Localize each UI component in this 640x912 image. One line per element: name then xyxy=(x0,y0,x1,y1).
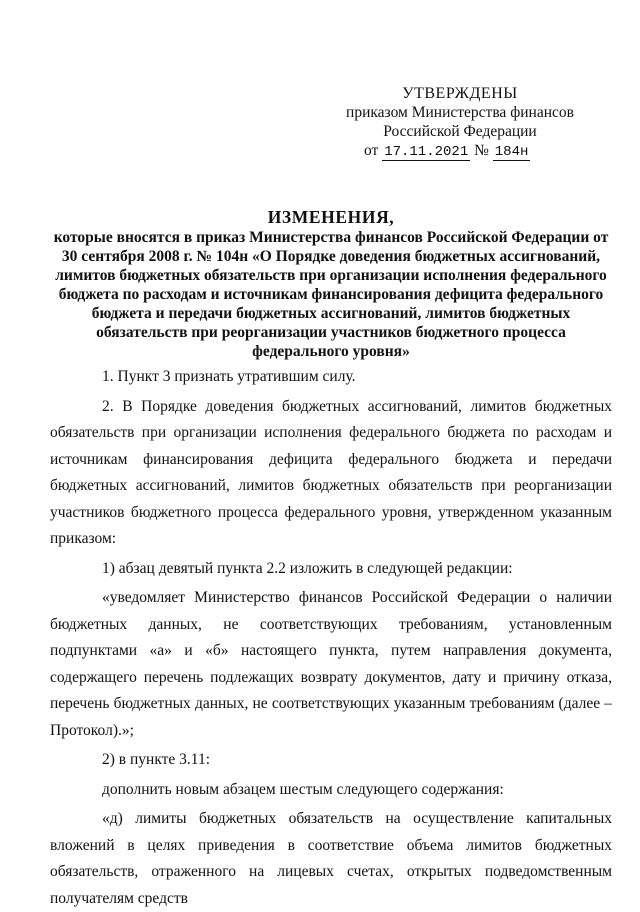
approval-number: 184н xyxy=(494,144,529,160)
heading-subtitle: которые вносятся в приказ Министерства финансов Российской Федерации от 30 сентября 2008 г. № 104н «О Порядке доведения бюджетных ассигнований, лимитов бюджетных обязательств при организации исполнения федерального бюджета по расходам и источникам финансирования дефицита федерального бюджета и передачи бюджетных ассигнований, лимитов бюджетных обязательств при реорганизации участников бюджетного процесса федерального уровня» xyxy=(53,229,609,360)
paragraph-5: 2) в пункте 3.11: xyxy=(102,751,211,768)
approval-line-1: приказом Министерства финансов xyxy=(346,104,574,121)
heading-title: ИЗМЕНЕНИЯ, xyxy=(267,207,395,227)
paragraph-1: 1. Пункт 3 признать утратившим силу. xyxy=(102,368,356,385)
paragraph-3: 1) абзац девятый пункта 2.2 изложить в следующей редакции: xyxy=(102,559,513,577)
approval-line-2: Российской Федерации xyxy=(383,123,537,140)
approval-date-line xyxy=(330,141,590,162)
approval-title: УТВЕРЖДЕНЫ xyxy=(402,85,518,102)
document-heading xyxy=(50,206,612,361)
number-prefix: № xyxy=(474,142,489,159)
paragraph-2: 2. В Порядке доведения бюджетных ассигнований, лимитов бюджетных обязательств при организации исполнения федерального бюджета по расходам и источникам финансирования дефицита федерального бюджета и передачи бюджетных ассигнований, лимитов бюджетных обязательств при реорганизации участников бюджетного процесса федерального уровня, утвержденном указанным приказом: xyxy=(50,397,612,547)
date-prefix: от xyxy=(364,142,379,159)
approval-stamp xyxy=(330,84,590,162)
paragraph-4: «уведомляет Министерство финансов Российской Федерации о наличии бюджетных данных, не соответствующих требованиям, установленным подпунктами «а» и «б» настоящего пункта, путем направления документа, содержащего перечень подлежащих возврату документов, дату и причину отказа, перечень бюджетных данных, не соответствующих указанным требованиям (далее – Протокол).»; xyxy=(50,589,612,739)
paragraph-7: «д) лимиты бюджетных обязательств на осуществление капитальных вложений в целях приведения в соответствие объема лимитов бюджетных обязательств, отраженного на лицевых счетах, открытых подведомственным получателям средств xyxy=(50,810,612,907)
approval-date: 17.11.2021 xyxy=(384,144,469,160)
document-body xyxy=(50,364,612,912)
paragraph-6: дополнить новым абзацем шестым следующего содержания: xyxy=(102,780,504,798)
